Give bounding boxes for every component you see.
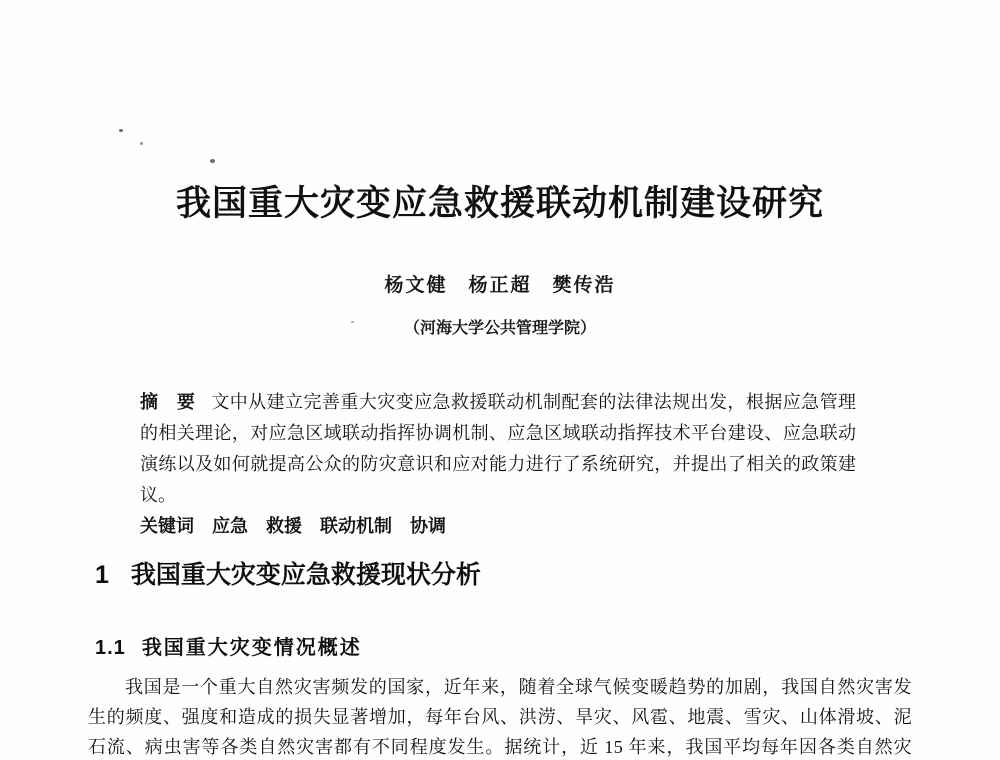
abstract-block xyxy=(140,387,856,542)
paper-affiliation: （河海大学公共管理学院） xyxy=(403,320,596,337)
section-1-1-title: 我国重大灾变情况概述 xyxy=(141,637,362,659)
scan-speck xyxy=(140,142,143,145)
section-1-number: 1 xyxy=(95,561,109,589)
scan-speck xyxy=(119,129,123,132)
abstract-paragraph xyxy=(140,387,856,511)
section-1-1-heading xyxy=(95,635,362,661)
keywords-line xyxy=(140,511,856,542)
body-paragraph: 我国是一个重大自然灾害频发的国家，近年来，随着全球气候变暖趋势的加剧，我国自然灾害发生的频度、强度和造成的损失显著增加，每年台风、洪涝、旱灾、风雹、地震、雪灾、山体滑坡、泥石流、病虫害等各类自然灾害都有不同程度发生。据统计，近 15 年来，我国平均每年因各类自然灾 xyxy=(88,677,912,757)
paper-authors: 杨文健 杨正超 樊传浩 xyxy=(384,275,616,296)
abstract-label: 摘 要 xyxy=(140,392,196,412)
keywords-list: 应急 救援 联动机制 协调 xyxy=(212,516,446,536)
keywords-label: 关键词 xyxy=(140,516,194,536)
section-1-title: 我国重大灾变应急救援现状分析 xyxy=(130,561,481,589)
scan-speck xyxy=(210,159,215,163)
section-1-1-number: 1.1 xyxy=(95,637,126,659)
paper-title: 我国重大灾变应急救援联动机制建设研究 xyxy=(175,184,824,223)
abstract-text: 文中从建立完善重大灾变应急救援联动机制配套的法律法规出发，根据应急管理的相关理论，对应急区域联动指挥协调机制、应急区域联动指挥技术平台建设、应急联动演练以及如何就提高公众的防灾意识和应对能力进行了系统研究，并提出了相关的政策建议。 xyxy=(140,392,857,505)
section-1-heading xyxy=(95,559,481,591)
